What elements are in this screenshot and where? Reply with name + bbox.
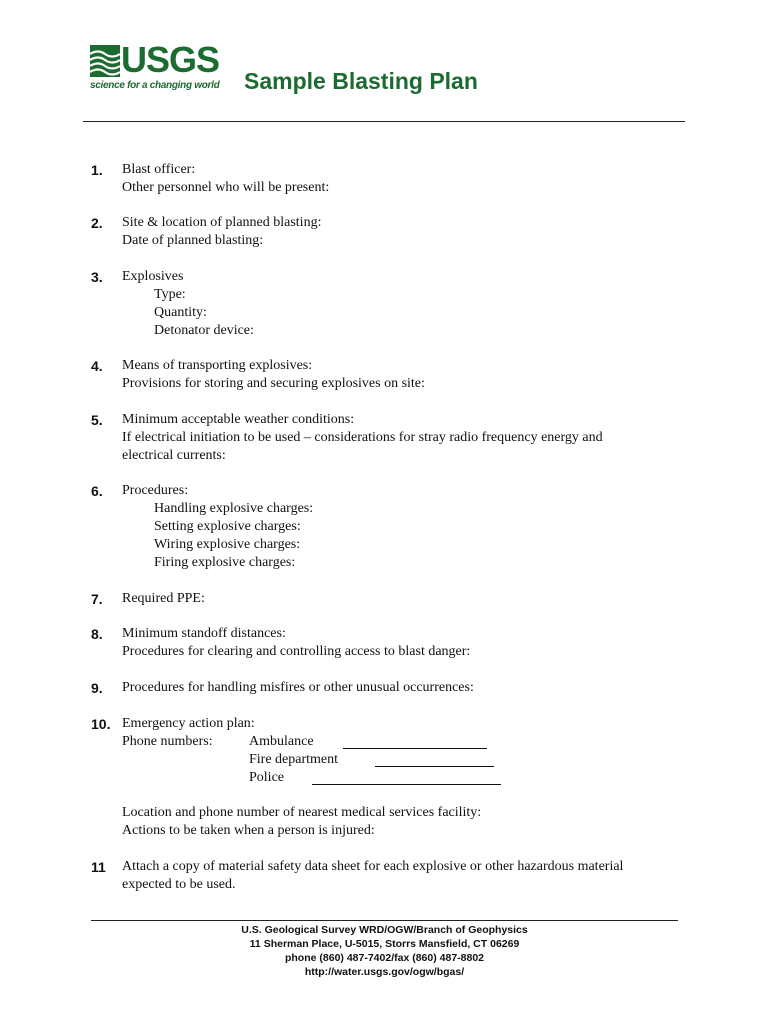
police-label: Police <box>249 770 284 785</box>
misfires-label: Procedures for handling misfires or other unusual occurrences: <box>122 680 474 695</box>
wiring-label: Wiring explosive charges: <box>154 537 301 552</box>
ppe-label: Required PPE: <box>122 591 205 606</box>
quantity-label: Quantity: <box>154 305 207 320</box>
standoff-label: Minimum standoff distances: <box>122 626 286 641</box>
medical-facility-label: Location and phone number of nearest medical services facility: <box>122 805 482 820</box>
usgs-wave-icon <box>90 45 120 77</box>
header-divider <box>83 121 685 122</box>
section-number: 9. <box>91 680 103 696</box>
other-personnel-label: Other personnel who will be present: <box>122 180 330 195</box>
detonator-label: Detonator device: <box>154 323 254 338</box>
transport-label: Means of transporting explosives: <box>122 358 313 373</box>
date-label: Date of planned blasting: <box>122 233 264 248</box>
emergency-plan-label: Emergency action plan: <box>122 716 255 731</box>
section-number: 4. <box>91 358 103 374</box>
phone-numbers-label: Phone numbers: <box>122 734 213 749</box>
storage-label: Provisions for storing and securing explosives on site: <box>122 376 425 391</box>
logo-tagline: science for a changing world <box>90 80 220 91</box>
injury-actions-label: Actions to be taken when a person is injured: <box>122 823 375 838</box>
footer-divider <box>91 920 678 921</box>
footer-address: 11 Sherman Place, U-5015, Storrs Mansfield, CT 06269 <box>249 938 520 950</box>
firing-label: Firing explosive charges: <box>154 555 296 570</box>
page-title: Sample Blasting Plan <box>244 68 478 94</box>
footer-phone: phone (860) 487-7402/fax (860) 487-8802 <box>284 952 485 964</box>
fire-department-label: Fire department <box>249 752 339 767</box>
clearing-label: Procedures for clearing and controlling access to blast danger: <box>122 644 471 659</box>
explosives-label: Explosives <box>122 269 184 284</box>
section-number: 2. <box>91 215 103 231</box>
weather-label: Minimum acceptable weather conditions: <box>122 412 355 427</box>
footer-url[interactable]: http://water.usgs.gov/ogw/bgas/ <box>304 966 465 978</box>
footer-org: U.S. Geological Survey WRD/OGW/Branch of Geophysics <box>241 924 528 936</box>
procedures-label: Procedures: <box>122 483 189 498</box>
section-number: 7. <box>91 591 103 607</box>
section-number: 3. <box>91 269 103 285</box>
section-number: 1. <box>91 162 103 178</box>
site-location-label: Site & location of planned blasting: <box>122 215 322 230</box>
blast-officer-label: Blast officer: <box>122 162 196 177</box>
fire-department-blank-line <box>375 766 494 767</box>
police-blank-line <box>312 784 501 785</box>
msds-text: Attach a copy of material safety data sheet for each explosive or other hazardous material <box>122 859 624 874</box>
ambulance-label: Ambulance <box>249 734 314 749</box>
electrical-initiation-text: If electrical initiation to be used – considerations for stray radio frequency energy and <box>122 430 603 445</box>
type-label: Type: <box>154 287 186 302</box>
logo-wordmark: USGS <box>121 39 220 80</box>
usgs-logo <box>90 39 220 93</box>
section-number: 6. <box>91 483 103 499</box>
handling-label: Handling explosive charges: <box>154 501 314 516</box>
section-number: 11 <box>91 859 106 875</box>
section-number: 10. <box>91 716 111 732</box>
electrical-currents-text: electrical currents: <box>122 448 226 463</box>
msds-text-continued: expected to be used. <box>122 877 236 892</box>
section-number: 5. <box>91 412 103 428</box>
ambulance-blank-line <box>343 748 487 749</box>
setting-label: Setting explosive charges: <box>154 519 301 534</box>
section-number: 8. <box>91 626 103 642</box>
